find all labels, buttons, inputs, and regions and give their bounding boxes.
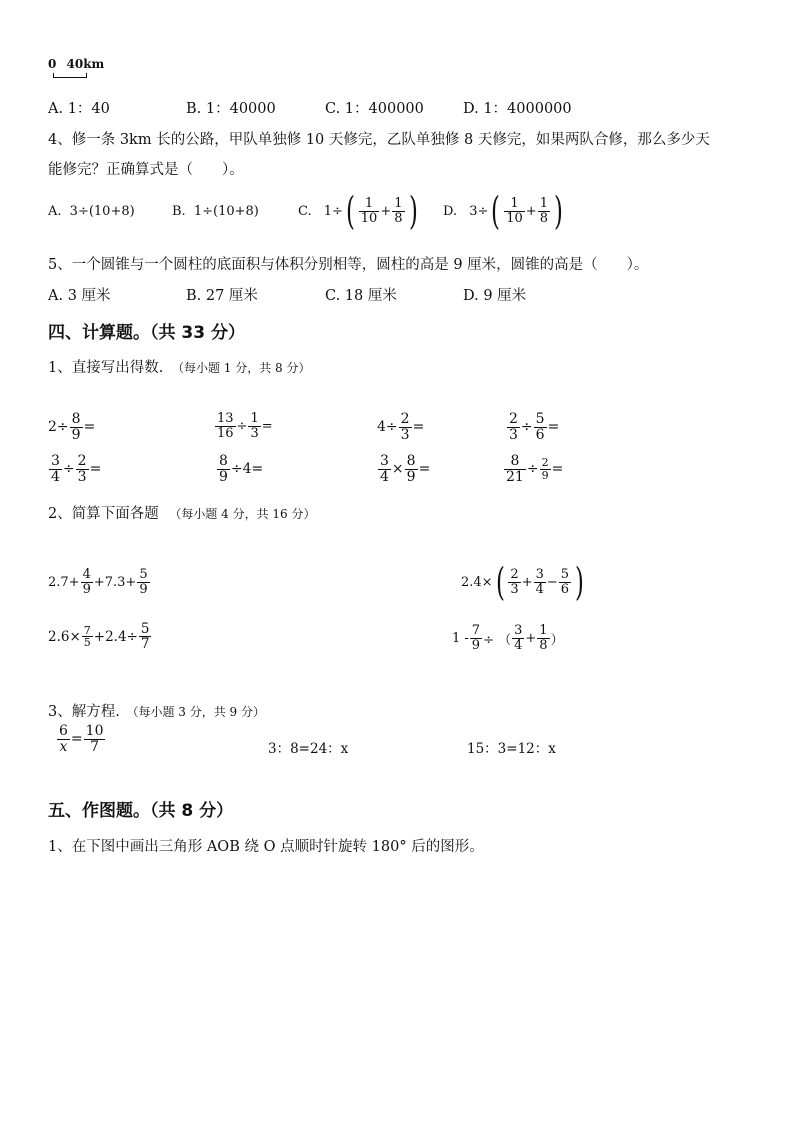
direct-r1c1: 2÷ $\frac{8}{9}$ = [48, 411, 96, 443]
q4-c-frac1: $\frac{1}{10}$ [360, 195, 378, 226]
direct-r2c3: $\frac{3}{4}$ × $\frac{8}{9}$ = [380, 453, 431, 485]
direct-r2c1: $\frac{3}{4}$ ÷ $\frac{2}{3}$ = [51, 453, 102, 485]
frac: $\frac{1}{3}$ [250, 411, 259, 441]
q4-option-a: A. 3÷(10+8) [48, 204, 135, 219]
q5-option-c: C. 18 厘米 [325, 288, 397, 304]
q4-option-b: B. 1÷(10+8) [172, 204, 259, 219]
simplify-e2: 2.4×( $\frac{2}{3}$ + $\frac{3}{4}$ − $\frac{5}{6}$ ) [461, 560, 584, 604]
direct-r2c4: $\frac{8}{21}$ ÷ $\frac{2}{9}$ = [506, 453, 564, 485]
simplify-e4: 1 - $\frac{7}{9}$ ÷ （ $\frac{3}{4}$ + $\frac{1}{8}$ ） [452, 623, 564, 653]
q5-text: 5、一个圆锥与一个圆柱的底面积与体积分别相等，圆柱的高是 9 厘米，圆锥的高是（ ）。 [48, 257, 649, 273]
section4-title: 四、计算题。（共 33 分） [48, 323, 245, 343]
scale-line [53, 73, 87, 78]
direct-r1c2: $\frac{13}{16}$ ÷ $\frac{1}{3}$ = [217, 411, 273, 441]
q5-option-a: A. 3 厘米 [48, 288, 111, 304]
q4-option-a-expr: 3÷(10+8) [69, 204, 135, 219]
scale-label: 40km [66, 57, 105, 71]
frac: $\frac{3}{4}$ [514, 623, 523, 653]
q5-option-b: B. 27 厘米 [186, 288, 258, 304]
equation-3: 15：3=12：x [467, 741, 556, 757]
frac: $\frac{10}{7}$ [85, 723, 104, 755]
equation-1: $\frac{6}{x}$ = $\frac{10}{7}$ [59, 723, 104, 755]
scale-zero: 0 [48, 57, 57, 71]
frac: $\frac{5}{7}$ [140, 621, 150, 653]
q4-d-frac2: $\frac{1}{8}$ [539, 195, 548, 226]
frac: $\frac{7}{5}$ [83, 623, 91, 650]
equation-2: 3：8=24：x [268, 741, 349, 757]
frac: $\frac{5}{6}$ [535, 411, 545, 443]
frac: $\frac{6}{x}$ [59, 723, 68, 755]
section5-title: 五、作图题。（共 8 分） [48, 801, 234, 821]
simplify-e1: 2.7+ $\frac{4}{9}$ +7.3+ $\frac{5}{9}$ [48, 567, 148, 597]
frac: $\frac{2}{3}$ [509, 411, 518, 443]
q4-text-line2: 能修完？正确算式是（ ）。 [48, 162, 244, 178]
frac: $\frac{7}{9}$ [471, 623, 481, 653]
q3-option-c: C. 1：400000 [325, 101, 424, 117]
section4-sub3: 3、解方程. （每小题 3 分，共 9 分） [48, 704, 265, 720]
frac: $\frac{2}{3}$ [77, 453, 87, 485]
direct-r1c4: $\frac{2}{3}$ ÷ $\frac{5}{6}$ = [509, 411, 560, 443]
frac: $\frac{2}{3}$ [400, 411, 410, 443]
q5-option-d: D. 9 厘米 [463, 288, 527, 304]
frac: $\frac{3}{4}$ [535, 566, 544, 597]
q3-option-a: A. 1：40 [48, 101, 110, 117]
frac: $\frac{8}{9}$ [406, 453, 416, 485]
simplify-e3: 2.6× $\frac{7}{5}$ +2.4÷ $\frac{5}{7}$ [48, 621, 150, 653]
frac: $\frac{2}{9}$ [541, 456, 549, 482]
q3-option-b: B. 1：40000 [186, 101, 276, 117]
section5-q1: 1、在下图中画出三角形 AOB 绕 O 点顺时针旋转 180° 后的图形。 [48, 839, 484, 855]
section4-sub2: 2、简算下面各题 （每小题 4 分，共 16 分） [48, 506, 316, 522]
frac: $\frac{4}{9}$ [82, 567, 91, 597]
frac: $\frac{2}{3}$ [510, 566, 519, 597]
frac: $\frac{3}{4}$ [380, 453, 389, 485]
frac: $\frac{8}{9}$ [219, 453, 228, 485]
direct-r1c3: 4÷ $\frac{2}{3}$ = [377, 411, 425, 443]
scale-bar [48, 57, 104, 71]
frac: $\frac{8}{9}$ [71, 411, 81, 443]
frac: $\frac{3}{4}$ [51, 453, 60, 485]
q4-d-frac1: $\frac{1}{10}$ [506, 195, 523, 226]
frac: $\frac{13}{16}$ [217, 411, 234, 441]
q4-c-frac2: $\frac{1}{8}$ [394, 195, 403, 226]
frac: $\frac{1}{8}$ [539, 623, 548, 653]
q4-option-d: D. 3÷( $\frac{1}{10}$ + $\frac{1}{8}$ ) [443, 189, 563, 233]
frac: $\frac{8}{21}$ [506, 453, 524, 485]
section4-sub1: 1、直接写出得数. （每小题 1 分，共 8 分） [48, 360, 311, 376]
q3-option-d: D. 1：4000000 [463, 101, 572, 117]
frac: $\frac{5}{9}$ [139, 567, 148, 597]
q4-option-b-expr: 1÷(10+8) [193, 204, 259, 219]
direct-r2c2: $\frac{8}{9}$ ÷4= [219, 453, 264, 485]
q4-option-c: C. 1÷( $\frac{1}{10}$ + $\frac{1}{8}$ ) [298, 189, 418, 233]
frac: $\frac{5}{6}$ [560, 566, 570, 597]
q4-text-line1: 4、修一条 3km 长的公路，甲队单独修 10 天修完，乙队单独修 8 天修完，如果两队合修，那么多少天 [48, 132, 710, 148]
